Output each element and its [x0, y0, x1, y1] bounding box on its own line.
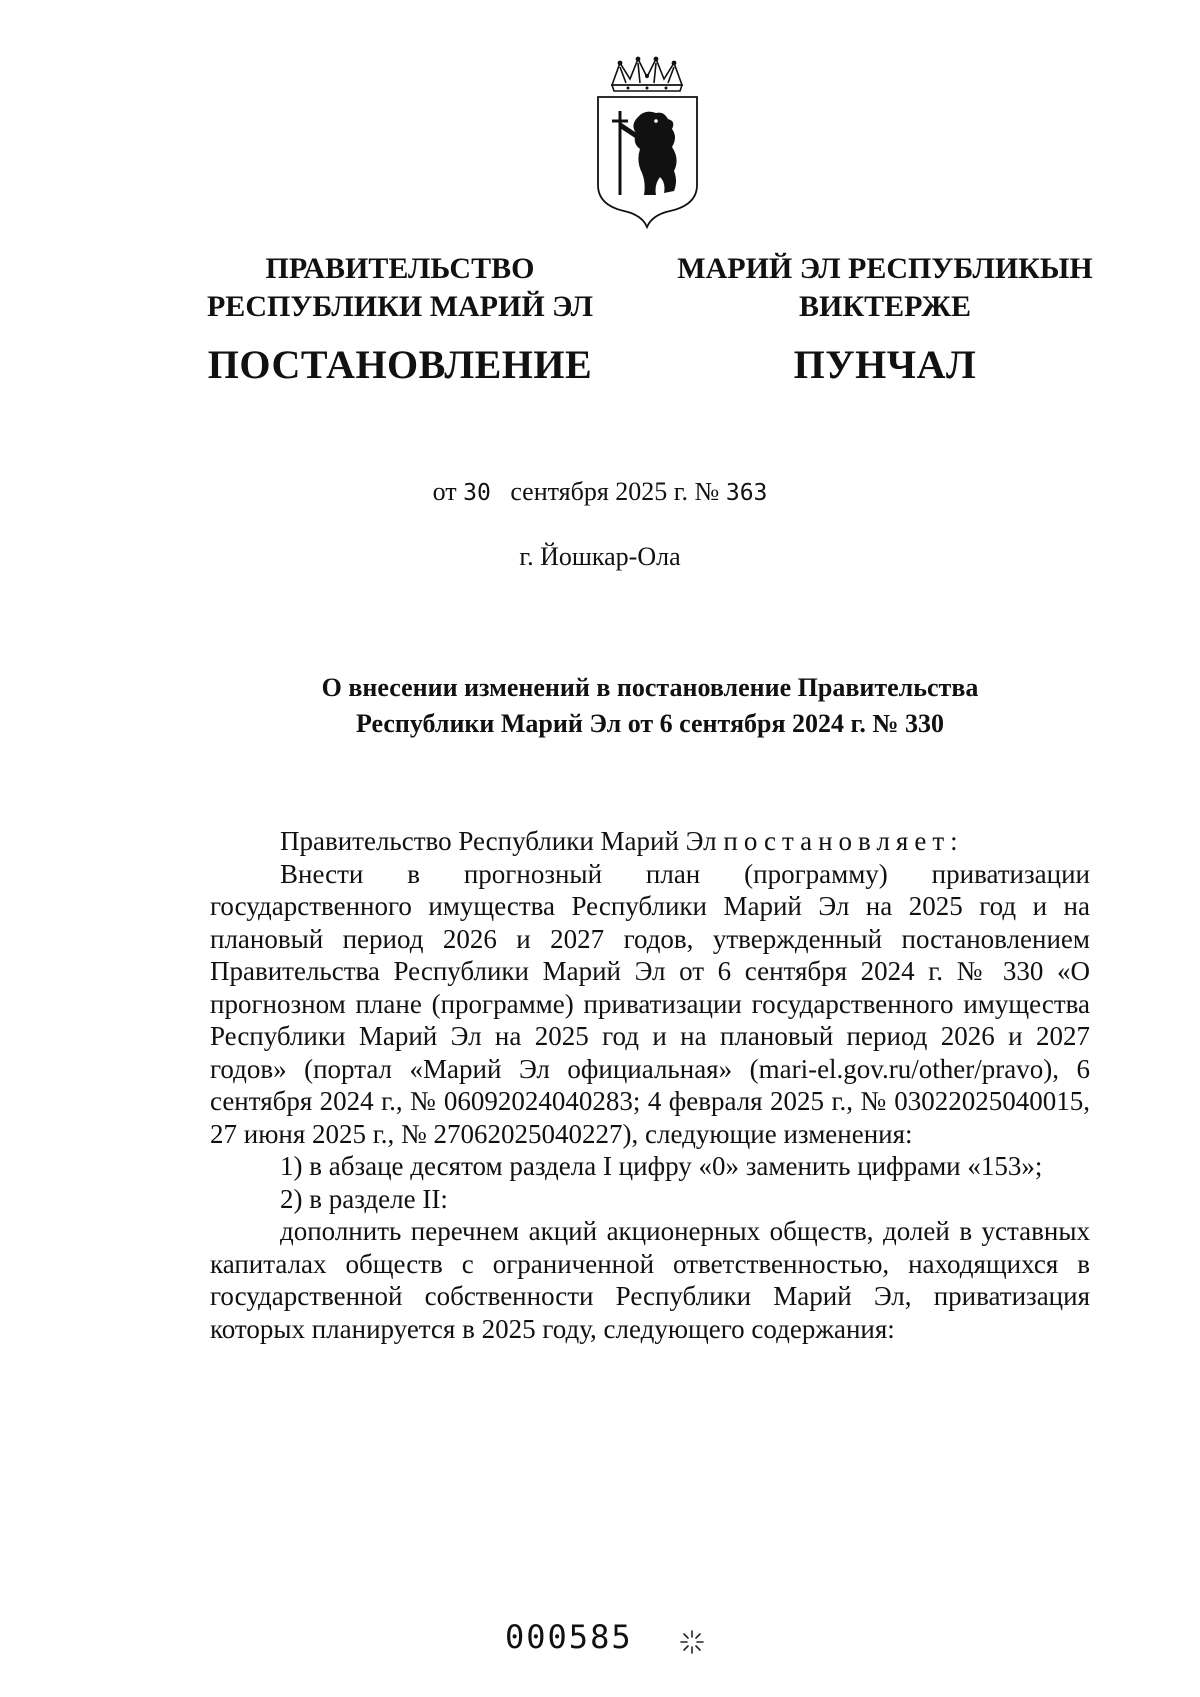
header-left-doc-type: ПОСТАНОВЛЕНИЕ: [207, 342, 593, 387]
body-p1-spaced: постановляет:: [723, 826, 964, 856]
date-prefix: от: [432, 477, 457, 506]
title-line-1: О внесении изменений в постановление Правительства: [321, 673, 979, 702]
body-paragraph-5: дополнить перечнем акций акционерных обществ, долей в уставных капиталах обществ с ограниченной ответственностью, находящихся в государственной собственности Республики Марий Эл, приватизация которых планируется в 2025 году, следующего содержания:: [210, 1216, 1090, 1344]
header-left-line1: ПРАВИТЕЛЬСТВО: [265, 252, 535, 285]
document-title: [210, 670, 1090, 742]
body-paragraph-3: 1) в абзаце десятом раздела I цифру «0» заменить цифрами «153»;: [280, 1151, 1043, 1181]
date-month-year: сентября 2025 г. №: [510, 477, 720, 506]
coat-of-arms-icon: [590, 55, 705, 230]
document-city: г. Йошкар-Ола: [519, 542, 681, 571]
document-body: [210, 825, 1090, 1345]
body-paragraph-1: [210, 825, 1090, 858]
header-right-line2: ВИКТЕРЖЕ: [798, 290, 972, 323]
document-date-line: [300, 475, 900, 510]
header-right-line1: МАРИЙ ЭЛ РЕСПУБЛИКЫН: [677, 252, 1093, 285]
body-paragraph-4: 2) в разделе II:: [280, 1183, 448, 1214]
document-number: 363: [725, 480, 768, 506]
date-day: 30: [463, 480, 491, 506]
header-right-doc-type: ПУНЧАЛ: [793, 342, 977, 387]
body-paragraph-2: Внести в прогнозный план (программу) приватизации государственного имущества Республики Марий Эл на 2025 год и на плановый период 2026 и 2027 годов, утвержденный постановлением Правительства Республики Марий Эл от 6 сентября 2024 г. № 330 «О прогнозном плане (программе) приватизации государственного имущества Республики Марий Эл на 2025 год и на плановый период 2026 и 2027 годов» (портал «Марий Эл официальная» (mari-el.gov.ru/other/pravo), 6 сентября 2024 г., № 06092024040283; 4 февраля 2025 г., № 03022025040015, 27 июня 2025 г., № 27062025040227), следующие изменения:: [210, 858, 1090, 1149]
header-left-block: [190, 250, 610, 390]
header-right-block: [665, 250, 1105, 390]
form-serial-number: 000585: [505, 1618, 633, 1656]
body-p1-text: Правительство Республики Марий Эл: [280, 826, 724, 856]
title-line-2: Республики Марий Эл от 6 сентября 2024 г. № 330: [355, 709, 945, 738]
asterisk-mark-icon: [678, 1628, 706, 1656]
header-left-line2: РЕСПУБЛИКИ МАРИЙ ЭЛ: [206, 290, 593, 323]
